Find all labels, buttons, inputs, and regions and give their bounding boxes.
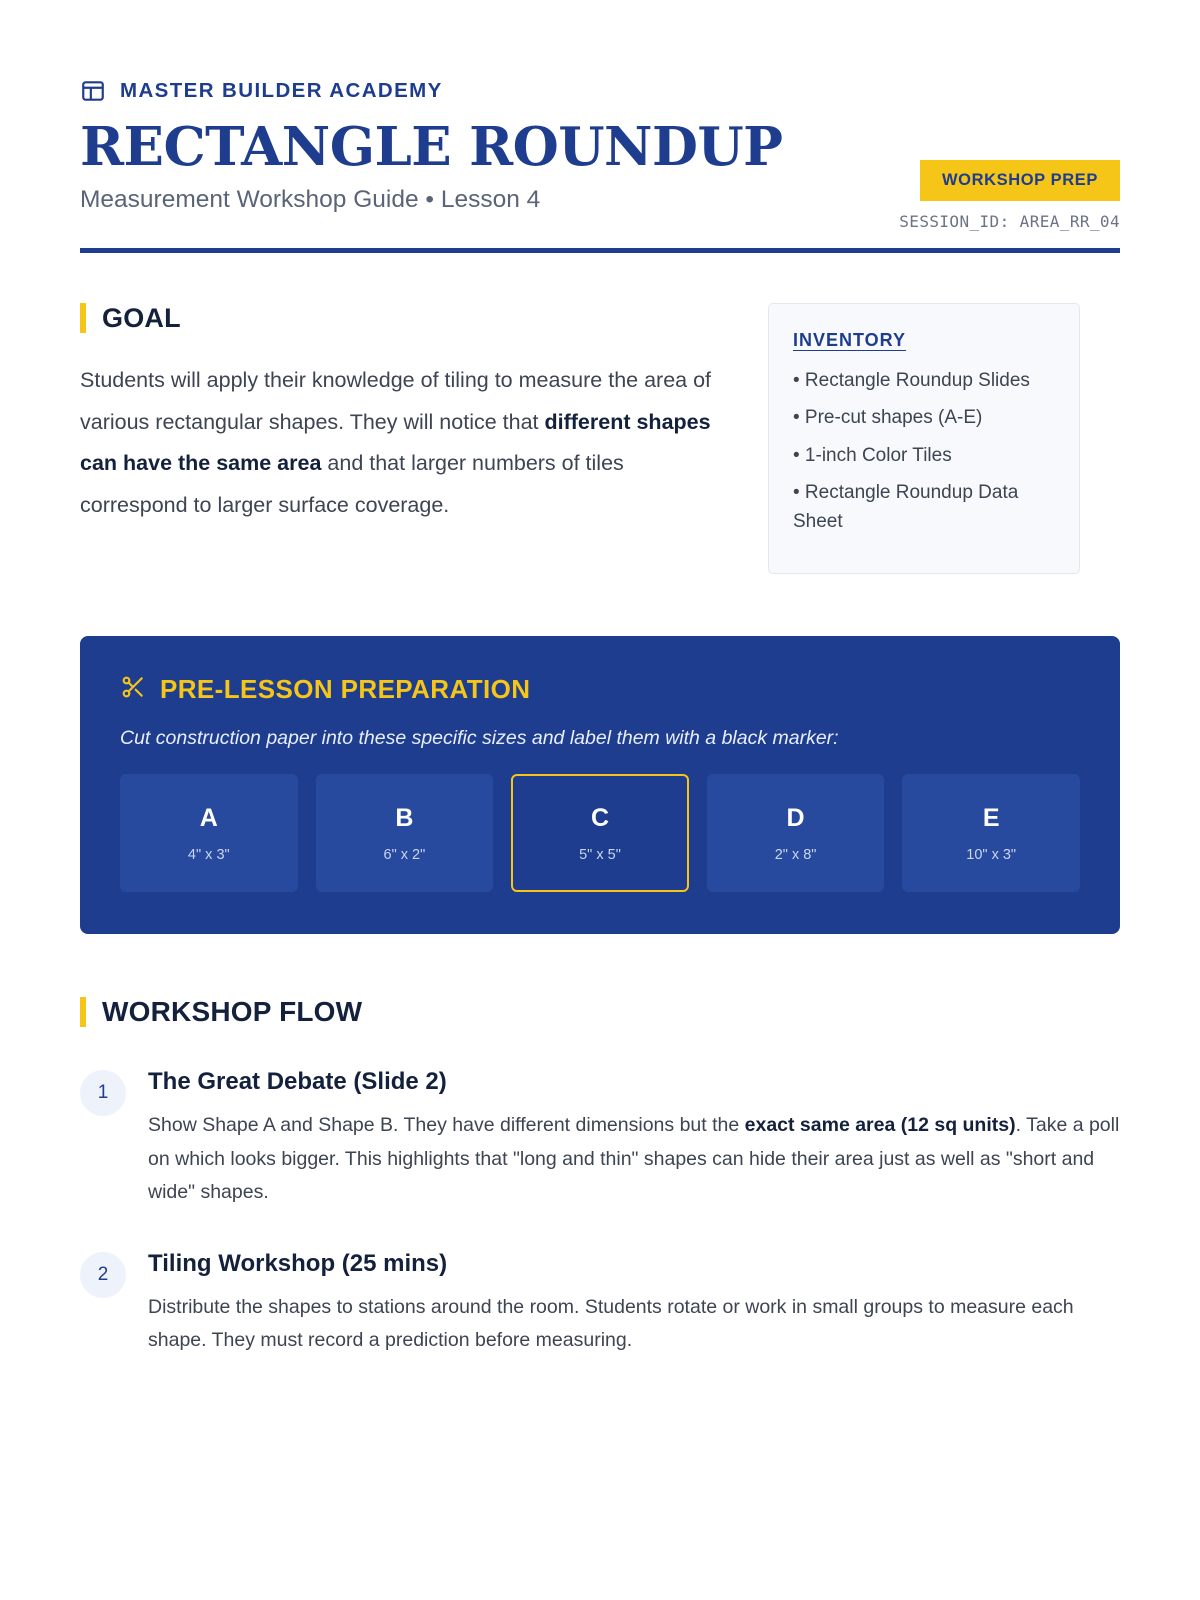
shape-dimensions: 5" x 5" xyxy=(579,846,621,863)
list-item xyxy=(80,1068,1120,1210)
goal-text xyxy=(80,360,730,528)
shape-dimensions: 10" x 3" xyxy=(966,846,1017,863)
pre-lesson-preparation-panel xyxy=(80,636,1120,934)
shape-card-e[interactable] xyxy=(902,774,1080,892)
goal-section xyxy=(80,303,740,549)
step-text-bold: exact same area (12 sq units) xyxy=(744,1114,1016,1137)
inventory-card xyxy=(768,303,1080,575)
list-item: • Rectangle Roundup Data Sheet xyxy=(793,482,1019,532)
flow-heading xyxy=(80,996,1120,1028)
shape-letter: E xyxy=(982,803,1000,832)
goal-text-bold: different shapes can have the same area xyxy=(80,409,711,476)
step-text-part1: Show Shape A and Shape B. They have different dimensions but the xyxy=(148,1114,745,1137)
step-text xyxy=(148,1109,1120,1210)
goal-text-part1: Students will apply their knowledge of tiling to measure the area of various rectangular shapes. They will notice that xyxy=(80,367,712,434)
list-item: • Rectangle Roundup Slides xyxy=(793,369,1030,391)
step-text xyxy=(148,1291,1120,1358)
list-item: • Pre-cut shapes (A-E) xyxy=(793,407,983,429)
goal-inventory-row xyxy=(80,303,1120,575)
shape-letter: D xyxy=(786,803,805,832)
accent-bar xyxy=(80,997,86,1027)
shape-card-b[interactable] xyxy=(316,774,494,892)
session-id: SESSION_ID: AREA_RR_04 xyxy=(899,212,1120,231)
shape-letter: C xyxy=(590,803,610,832)
shape-dimensions: 2" x 8" xyxy=(774,846,817,863)
step-body xyxy=(148,1068,1120,1210)
list-item xyxy=(80,1250,1120,1358)
prep-title: PRE-LESSON PREPARATION xyxy=(160,674,531,705)
shape-dimensions: 4" x 3" xyxy=(187,846,230,863)
accent-bar xyxy=(80,303,86,333)
shape-card-a[interactable] xyxy=(120,774,298,892)
brand-name: MASTER BUILDER ACADEMY xyxy=(120,79,443,102)
prep-instruction: Cut construction paper into these specific sizes and label them with a black marker: xyxy=(120,727,839,750)
scissors-icon xyxy=(120,674,146,705)
step-number: 2 xyxy=(80,1252,126,1298)
shape-dimensions: 6" x 2" xyxy=(383,846,426,863)
goal-heading xyxy=(80,303,740,334)
inventory-title: INVENTORY xyxy=(793,329,907,350)
step-title: Tiling Workshop (25 mins) xyxy=(148,1249,448,1277)
header-meta xyxy=(899,160,1120,231)
workshop-flow-section xyxy=(80,996,1120,1358)
step-text-part2: . Take a poll on which looks bigger. This highlights that "long and thin" shapes can hide their area just as well as "short and wide" shapes. xyxy=(148,1114,1120,1204)
prep-heading xyxy=(120,674,1080,705)
goal-text-part2: and that larger numbers of tiles correspond to larger surface coverage. xyxy=(80,451,624,518)
status-badge: WORKSHOP PREP xyxy=(920,160,1120,201)
shape-card-c[interactable] xyxy=(511,774,689,892)
page-header xyxy=(80,78,1120,253)
shape-letter: B xyxy=(395,803,414,832)
layout-panel-icon xyxy=(80,78,106,104)
step-number: 1 xyxy=(80,1070,126,1116)
brand xyxy=(80,78,1120,104)
page-title: RECTANGLE ROUNDUP xyxy=(80,116,783,178)
page-subtitle: Measurement Workshop Guide • Lesson 4 xyxy=(80,185,541,213)
step-title: The Great Debate (Slide 2) xyxy=(148,1068,447,1096)
flow-heading-label: WORKSHOP FLOW xyxy=(102,996,363,1028)
step-body xyxy=(148,1250,1120,1358)
shape-card-d[interactable] xyxy=(707,774,885,892)
shape-letter: A xyxy=(199,803,218,832)
header-divider xyxy=(80,248,1120,253)
goal-heading-label: GOAL xyxy=(102,302,181,333)
step-text-part1: Distribute the shapes to stations around the room. Students rotate or work in small groups to measure each shape. They must record a prediction before measuring. xyxy=(148,1295,1074,1352)
list-item: • 1-inch Color Tiles xyxy=(793,444,952,466)
shape-list xyxy=(120,774,1080,892)
